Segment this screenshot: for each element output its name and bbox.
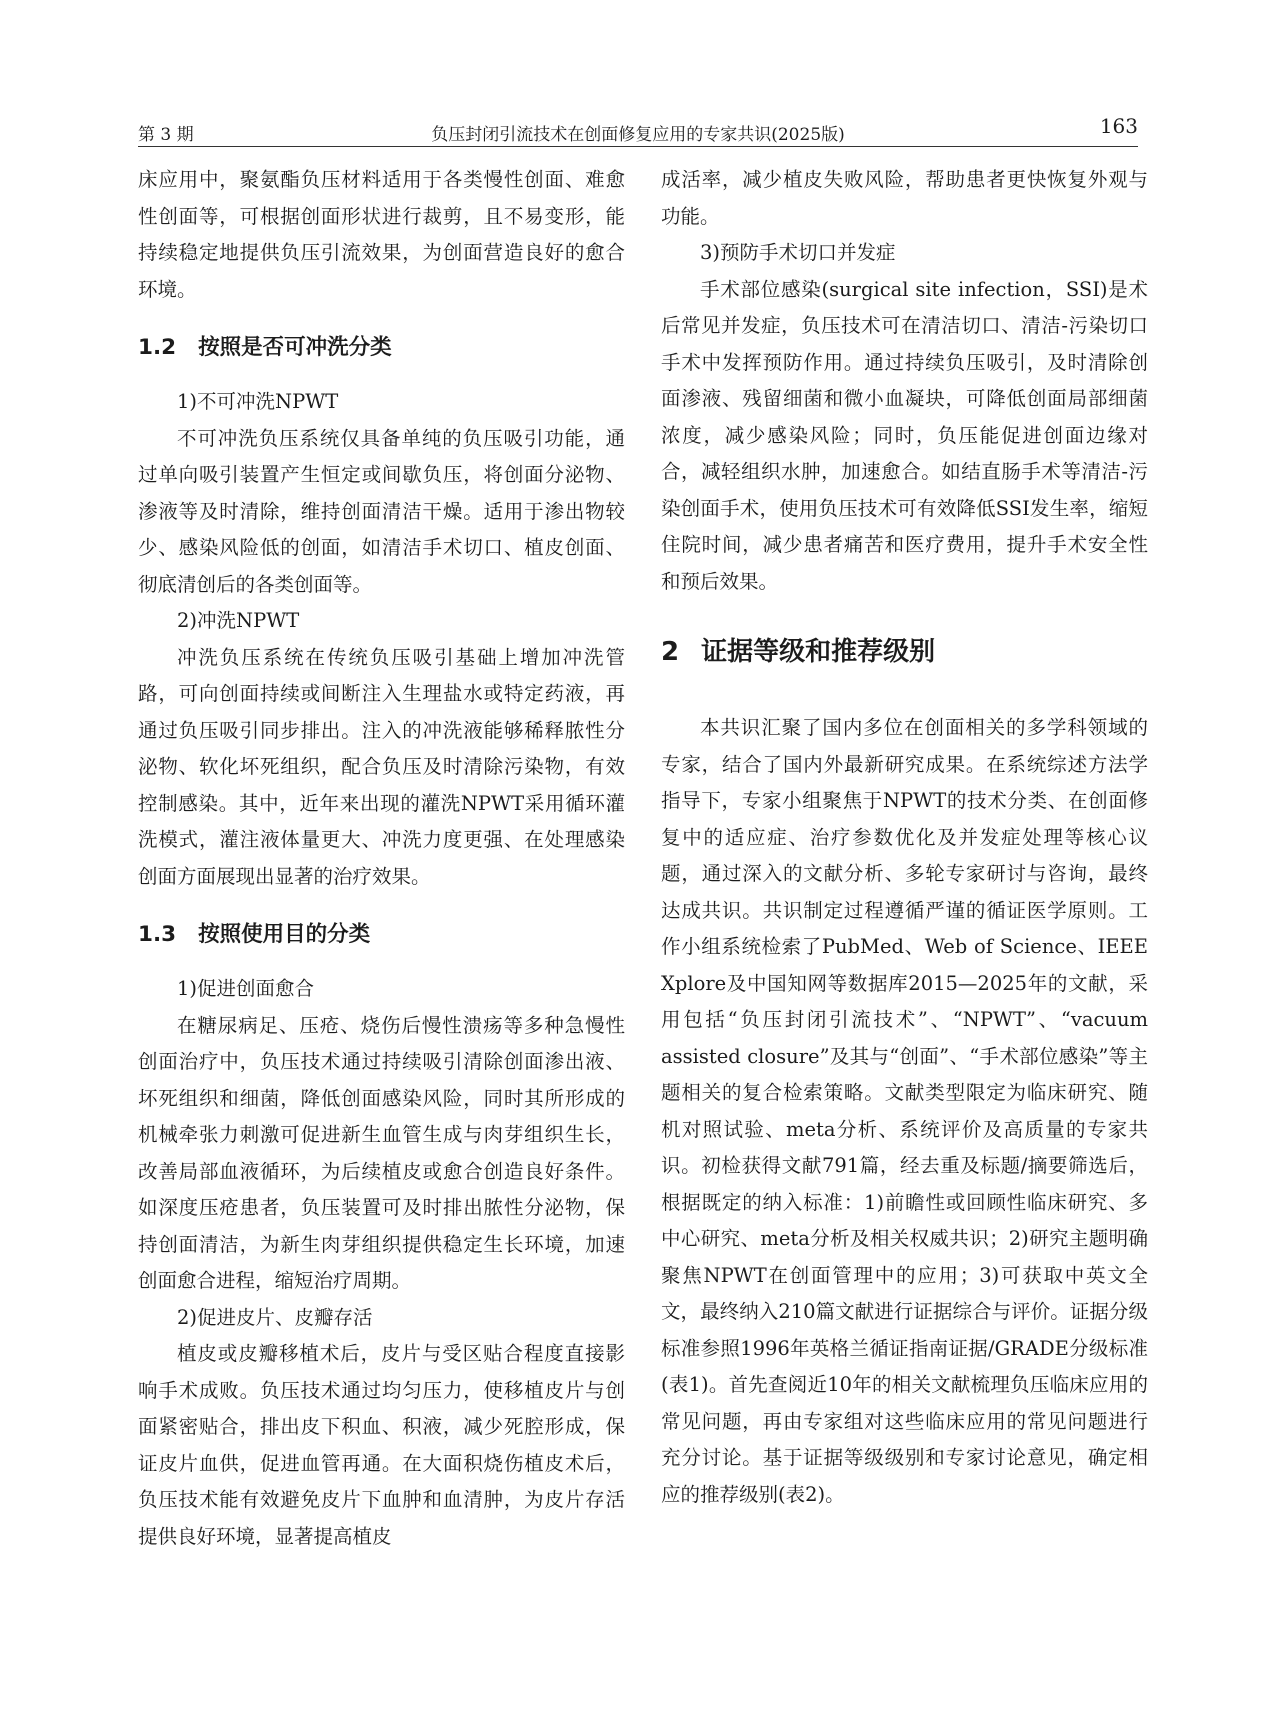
subheading-non-irrigating: 1)不可冲洗NPWT (177, 390, 339, 413)
section-heading-2 (661, 634, 1148, 670)
right-column (661, 162, 1148, 1513)
section-title: 证据等级和推荐级别 (701, 637, 936, 667)
paragraph-continued: 成活率，减少植皮失败风险，帮助患者更快恢复外观与功能。 (661, 168, 1148, 228)
subheading-incision-complications: 3)预防手术切口并发症 (700, 241, 896, 264)
journal-article-title: 负压封闭引流技术在创面修复应用的专家共识(2025版) (431, 125, 845, 145)
section-title: 按照使用目的分类 (198, 922, 371, 947)
paragraph: 手术部位感染(surgical site infection，SSI)是术后常见并发症，负压技术可在清洁切口、清洁-污染切口手术中发挥预防作用。通过持续负压吸引，及时清除创面渗液、残留细菌和微小血凝块，可降低创面局部细菌浓度，减少感染风险；同时，负压能促进创面边缘对合，减轻组织水肿，加速愈合。如结直肠手术等清洁-污染创面手术，使用负压技术可有效降低SSI发生率，缩短住院时间，减少患者痛苦和医疗费用，提升手术安全性和预后效果。 (661, 277, 1148, 593)
subheading-graft-survival: 2)促进皮片、皮瓣存活 (177, 1305, 373, 1329)
subheading-wound-healing: 1)促进创面愈合 (177, 977, 315, 1000)
section-heading-1-2 (138, 332, 625, 364)
paragraph: 植皮或皮瓣移植术后，皮片与受区贴合程度直接影响手术成败。负压技术通过均匀压力，使移植皮片与创面紧密贴合，排出皮下积血、积液，减少死腔形成，保证皮片血供，促进血管再通。在大面积烧伤植皮术后，负压技术能有效避免皮片下血肿和血清肿，为皮片存活提供良好环境，显著提高植皮 (138, 1342, 625, 1548)
paragraph: 不可冲洗负压系统仅具备单纯的负压吸引功能，通过单向吸引装置产生恒定或间歇负压，将创面分泌物、渗液等及时清除，维持创面清洁干燥。适用于渗出物较少、感染风险低的创面，如清洁手术切口、植皮创面、彻底清创后的各类创面等。 (138, 426, 625, 596)
paragraph-continued: 床应用中，聚氨酯负压材料适用于各类慢性创面、难愈性创面等，可根据创面形状进行裁剪，且不易变形，能持续稳定地提供负压引流效果，为创面营造良好的愈合环境。 (138, 168, 625, 301)
section-title: 按照是否可冲洗分类 (198, 335, 392, 360)
issue-label: 第 3 期 (138, 125, 194, 145)
subheading-irrigating: 2)冲洗NPWT (177, 609, 300, 632)
paragraph: 冲洗负压系统在传统负压吸引基础上增加冲洗管路，可向创面持续或间断注入生理盐水或特定药液，再通过负压吸引同步排出。注入的冲洗液能够稀释脓性分泌物、软化坏死组织，配合负压及时清除污染物，有效控制感染。其中，近年来出现的灌洗NPWT采用循环灌洗模式，灌注液体量更大、冲洗力度更强、在处理感染创面方面展现出显著的治疗效果。 (138, 645, 625, 888)
paragraph: 在糖尿病足、压疮、烧伤后慢性溃疡等多种急慢性创面治疗中，负压技术通过持续吸引清除创面渗出液、坏死组织和细菌，降低创面感染风险，同时其所形成的机械牵张力刺激可促进新生血管生成与肉芽组织生长，改善局部血液循环，为后续植皮或愈合创造良好条件。如深度压疮患者，负压装置可及时排出脓性分泌物，保持创面清洁，为新生肉芽组织提供稳定生长环境，加速创面愈合进程，缩短治疗周期。 (138, 1013, 625, 1292)
section-number: 1.2 (138, 335, 177, 360)
left-column (138, 162, 625, 1555)
section-heading-1-3 (138, 919, 625, 951)
page-number: 163 (1099, 114, 1138, 138)
section-number: 2 (661, 637, 680, 667)
paragraph: 本共识汇聚了国内多位在创面相关的多学科领域的专家，结合了国内外最新研究成果。在系统综述方法学指导下，专家小组聚焦于NPWT的技术分类、在创面修复中的适应症、治疗参数优化及并发症处理等核心议题，通过深入的文献分析、多轮专家研讨与咨询，最终达成共识。共识制定过程遵循严谨的循证医学原则。工作小组系统检索了PubMed、Web of Science、IEEE Xplore及中国知网等数据库2015—2025年的文献，采用包括“负压封闭引流技术”、“NPWT”、“vacuum assisted closure”及其与“创面”、“手术部位感染”等主题相关的复合检索策略。文献类型限定为临床研究、随机对照试验、meta分析、系统评价及高质量的专家共识。初检获得文献791篇，经去重及标题/摘要筛选后，根据既定的纳入标准：1)前瞻性或回顾性临床研究、多中心研究、meta分析及相关权威共识；2)研究主题明确聚焦NPWT在创面管理中的应用；3)可获取中英文全文，最终纳入210篇文献进行证据综合与评价。证据分级标准参照1996年英格兰循证指南证据/GRADE分级标准(表1)。首先查阅近10年的相关文献梳理负压临床应用的常见问题，再由专家组对这些临床应用的常见问题进行充分讨论。基于证据等级级别和专家讨论意见，确定相应的推荐级别(表2)。 (661, 716, 1148, 1506)
running-header (138, 112, 1138, 147)
section-number: 1.3 (138, 922, 177, 947)
